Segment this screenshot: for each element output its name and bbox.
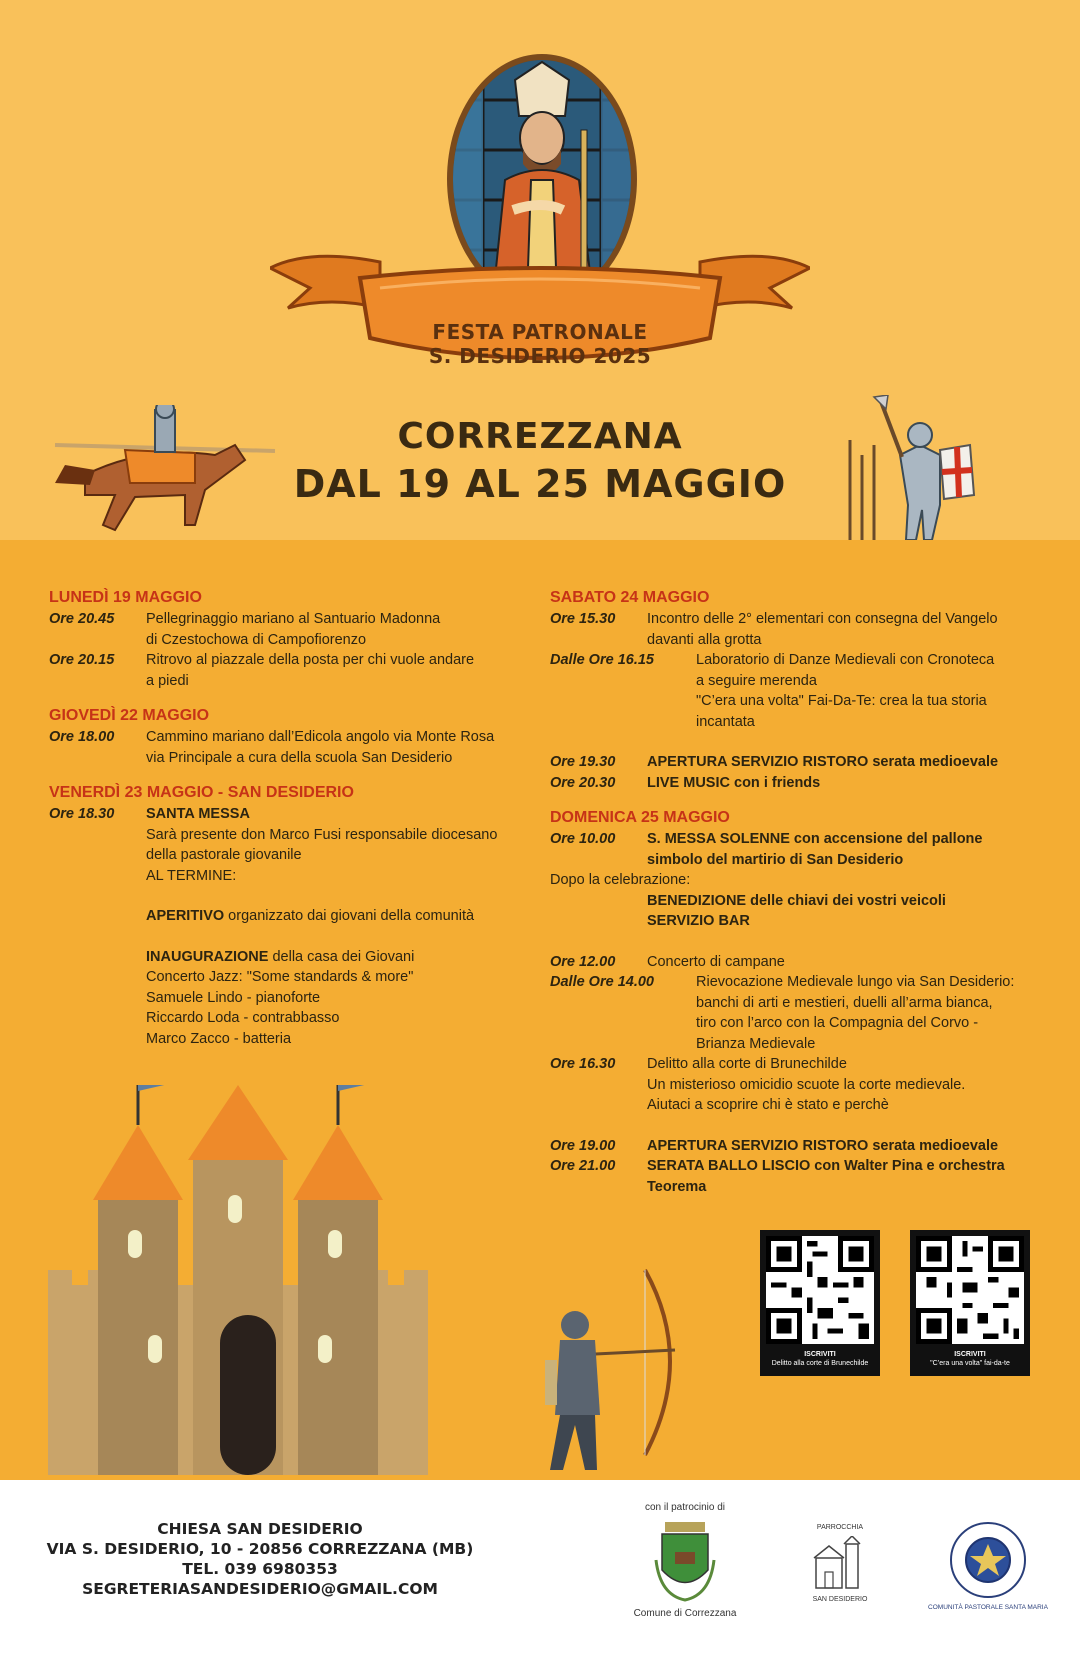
church-address: VIA S. DESIDERIO, 10 - 20856 CORREZZANA (MB): [46, 1540, 474, 1558]
event-text: "C’era una volta" Fai-Da-Te: crea la tua storia: [696, 693, 987, 709]
event-text-bold: APERTURA SERVIZIO RISTORO: [647, 1137, 869, 1154]
program-right-column: [550, 587, 1050, 1197]
event-text: banchi di arti e mestieri, duelli all’arma bianca,: [696, 994, 993, 1011]
event-text: Teorema: [647, 1178, 707, 1195]
event-time: Dalle Ore 14.00: [550, 974, 654, 990]
church-phone[interactable]: TEL. 039 6980353: [182, 1560, 338, 1578]
comune-label: Comune di Correzzana: [633, 1608, 737, 1619]
event-row: [550, 1136, 1050, 1157]
qr-label: ISCRIVITI: [954, 1351, 986, 1358]
event-time: Ore 20.30: [550, 774, 616, 791]
event-text: Incontro delle 2° elementari con consegna del Vangelo: [647, 611, 998, 627]
day-heading-saturday: SABATO 24 MAGGIO: [550, 589, 710, 606]
event-text: davanti alla grotta: [647, 631, 762, 648]
event-text: della pastorale giovanile: [146, 847, 302, 863]
event-dates: DAL 19 AL 25 MAGGIO: [293, 462, 787, 506]
qr-caption: Delitto alla corte di Brunechilde: [771, 1360, 869, 1367]
event-text-regular: organizzato dai giovani della comunità: [224, 908, 475, 924]
day-heading-thursday: GIOVEDÌ 22 MAGGIO: [49, 707, 210, 724]
event-text: Dopo la celebrazione:: [550, 872, 691, 888]
event-text: AL TERMINE:: [146, 867, 237, 884]
event-time: Ore 10.00: [550, 831, 616, 847]
event-time: Ore 20.15: [49, 652, 115, 668]
event-time: Ore 16.30: [550, 1056, 616, 1072]
header-area: [0, 0, 1080, 540]
event-text-regular: con Walter Pina e orchestra: [810, 1158, 1005, 1174]
knight-axe-illustration: [840, 395, 1010, 545]
qr-caption: "C’era una volta" fai-da-te: [930, 1360, 1010, 1367]
church-name: CHIESA SAN DESIDERIO: [157, 1520, 363, 1538]
event-text-bold: S. MESSA SOLENNE: [647, 831, 790, 847]
event-row: [550, 972, 1050, 1054]
event-text: a seguire merenda: [696, 672, 817, 689]
event-text: Ritrovo al piazzale della posta per chi vuole andare: [146, 652, 475, 668]
event-row: [49, 650, 529, 691]
church-email[interactable]: SEGRETERIASANDESIDERIO@GMAIL.COM: [82, 1580, 438, 1598]
day-heading-monday: LUNEDÌ 19 MAGGIO: [49, 589, 202, 606]
parish-label-bottom: SAN DESIDERIO: [812, 1596, 868, 1603]
qr-code-icon: [916, 1236, 1024, 1344]
event-row: [550, 952, 1050, 973]
event-row: [550, 752, 1050, 773]
event-text: Brianza Medievale: [696, 1035, 816, 1052]
event-row: [550, 1054, 1050, 1116]
event-text: tiro con l’arco con la Compagnia del Corvo -: [696, 1015, 979, 1031]
event-text: [146, 906, 529, 927]
event-text: SANTA MESSA: [146, 806, 250, 822]
event-text: Rievocazione Medievale lungo via San Desiderio:: [696, 974, 1015, 990]
event-row: [550, 829, 1050, 870]
event-text: SERVIZIO BAR: [647, 913, 750, 929]
event-time: Ore 20.45: [49, 611, 115, 627]
event-text: Concerto di campane: [647, 953, 785, 970]
event-text: simbolo del martirio di San Desiderio: [647, 851, 904, 868]
event-text: Pellegrinaggio mariano al Santuario Madonna: [146, 611, 441, 627]
event-text-regular: serata medioevale: [868, 754, 999, 770]
event-row: [550, 1156, 1050, 1197]
event-text: Concerto Jazz: "Some standards & more": [146, 969, 414, 985]
event-text: Riccardo Loda - contrabbasso: [146, 1010, 340, 1026]
event-text-regular: con accensione del pallone: [789, 831, 983, 847]
comune-coat-of-arms-icon: [650, 1520, 720, 1605]
event-text: Sarà presente don Marco Fusi responsabile diocesano: [146, 826, 498, 843]
castle-illustration: [48, 1085, 428, 1475]
event-text-bold: SERATA BALLO LISCIO: [647, 1158, 811, 1174]
event-time: Ore 19.30: [550, 754, 616, 770]
event-text-bold: APERTURA SERVIZIO RISTORO: [647, 754, 869, 770]
pastoral-community-seal-icon: [948, 1520, 1028, 1600]
event-text-bold: APERITIVO: [146, 908, 225, 924]
event-row: [49, 609, 529, 650]
banner-line-1: FESTA PATRONALE: [432, 320, 648, 344]
banner-title: [0, 320, 1080, 368]
event-text: Delitto alla corte di Brunechilde: [647, 1056, 847, 1072]
parish-church-icon: [808, 1536, 872, 1594]
pastoral-community-label: COMUNITÀ PASTORALE SANTA MARIA: [928, 1604, 1048, 1611]
event-text: Laboratorio di Danze Medievali con Cronoteca: [696, 652, 995, 668]
qr-label: ISCRIVITI: [804, 1351, 836, 1358]
event-time: Ore 12.00: [550, 953, 616, 970]
event-text: via Principale a cura della scuola San Desiderio: [146, 749, 453, 766]
qr-code-icon: [766, 1236, 874, 1344]
event-text-bold: BENEDIZIONE: [647, 892, 747, 909]
event-time: Ore 21.00: [550, 1158, 616, 1174]
event-row: [550, 650, 1050, 732]
qr-code-cera-una-volta[interactable]: [910, 1230, 1030, 1376]
event-text: [146, 947, 529, 968]
event-row: [550, 773, 1050, 794]
parish-label-top: PARROCCHIA: [816, 1524, 864, 1531]
day-heading-sunday: DOMENICA 25 MAGGIO: [550, 809, 730, 826]
knight-horse-illustration: [45, 405, 285, 545]
qr-code-brunechilde[interactable]: [760, 1230, 880, 1376]
event-text: incantata: [696, 713, 755, 730]
day-heading-friday: VENERDÌ 23 MAGGIO - SAN DESIDERIO: [49, 784, 354, 801]
town-title: CORREZZANA: [397, 416, 683, 457]
event-text-regular: delle chiavi dei vostri veicoli: [746, 892, 946, 909]
archer-illustration: [545, 1265, 685, 1475]
event-text-bold: INAUGURAZIONE: [146, 948, 269, 965]
event-text: a piedi: [146, 672, 189, 689]
event-time: Ore 18.00: [49, 729, 115, 745]
event-text: Aiutaci a scoprire chi è stato e perchè: [647, 1097, 889, 1113]
event-text-regular: con i friends: [729, 774, 821, 791]
event-time: Dalle Ore 16.15: [550, 652, 654, 668]
event-row: [550, 891, 1050, 932]
event-time: Ore 19.00: [550, 1137, 616, 1154]
event-text: di Czestochowa di Campofiorenzo: [146, 631, 367, 648]
event-text: Marco Zacco - batteria: [146, 1030, 292, 1047]
event-text-regular: della casa dei Giovani: [268, 948, 415, 965]
event-row: [49, 804, 529, 1049]
event-row: [49, 727, 529, 768]
program-left-column: [49, 587, 529, 1049]
contact-info: [40, 1519, 480, 1599]
event-time: Ore 18.30: [49, 806, 115, 822]
event-time: Ore 15.30: [550, 611, 616, 627]
event-text: Cammino mariano dall’Edicola angolo via Monte Rosa: [146, 729, 495, 745]
event-text-bold: LIVE MUSIC: [647, 774, 730, 791]
patronage-label: con il patrocinio di: [644, 1502, 726, 1513]
event-text: Un misterioso omicidio scuote la corte medievale.: [647, 1076, 966, 1093]
event-row: [550, 609, 1050, 650]
event-text: Samuele Lindo - pianoforte: [146, 989, 321, 1006]
event-text-regular: serata medioevale: [868, 1137, 999, 1154]
banner-line-2: S. DESIDERIO 2025: [428, 344, 652, 368]
